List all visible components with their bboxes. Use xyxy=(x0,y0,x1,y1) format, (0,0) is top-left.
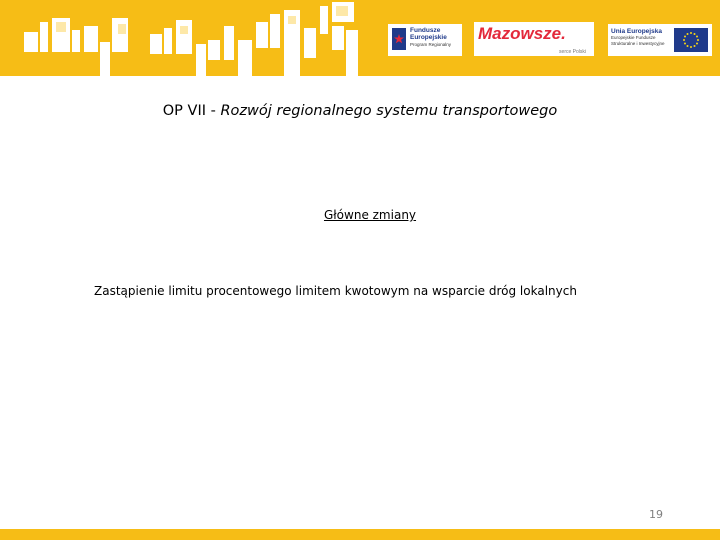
ue-line1: Unia Europejska xyxy=(611,28,662,35)
mazowsze-logo xyxy=(474,22,594,56)
header-band xyxy=(0,0,720,76)
ue-logo-text xyxy=(611,28,665,46)
slide-title-prefix: OP VII - xyxy=(162,103,221,119)
fe-line3: Program Regionalny xyxy=(410,42,452,47)
ue-line2: Europejskie Fundusze xyxy=(611,35,656,40)
fe-line1: Fundusze xyxy=(410,27,441,34)
section-subheading: Główne zmiany xyxy=(323,208,417,222)
slide-title-italic: Rozwój regionalnego systemu transportowego xyxy=(220,103,558,119)
eu-flag-icon xyxy=(674,28,708,52)
decorative-tiles-graphic xyxy=(0,0,380,76)
unia-europejska-logo xyxy=(608,24,712,56)
page-number: 19 xyxy=(649,508,663,521)
footer-band xyxy=(0,529,720,540)
body-paragraph: Zastąpienie limitu procentowego limitem kwotowym na wsparcie dróg lokalnych xyxy=(94,284,577,298)
ue-line3: Strukturalne i Inwestycyjne xyxy=(611,40,665,46)
mazowsze-wordmark: Mazowsze. xyxy=(478,24,566,43)
fe-line2: Europejskie xyxy=(410,34,447,41)
fundusze-europejskie-logo xyxy=(388,24,462,56)
fe-logo-text xyxy=(410,27,451,48)
eu-funds-star-icon xyxy=(392,28,406,50)
slide-title xyxy=(0,103,720,119)
mazowsze-tagline: serce Polski xyxy=(559,49,586,55)
